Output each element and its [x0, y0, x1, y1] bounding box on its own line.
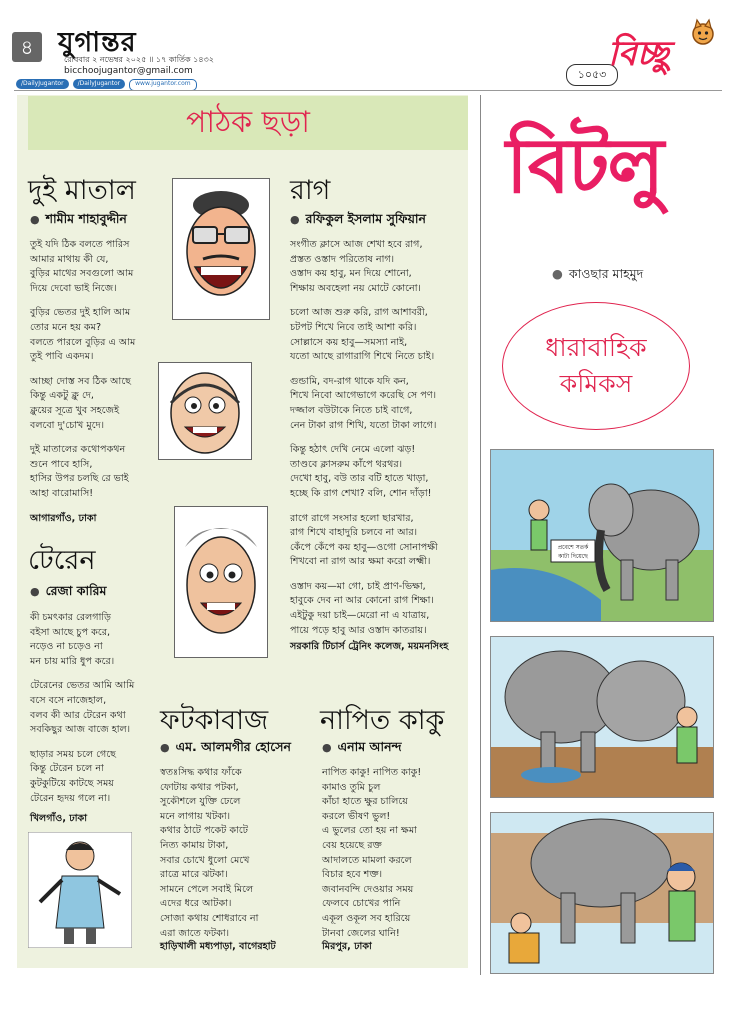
caricature-portrait-1 — [172, 178, 270, 320]
warning-sign-text: কাটা দিয়েছে — [558, 553, 588, 560]
stanza: ছাড়ার সময় চলে গেছে কিন্তু টেরেন চলে না কুটকুটিয়ে কাটছে সময় টেরেন হৃদয় গলে না। — [30, 748, 116, 804]
page-number: ৪ — [12, 32, 42, 62]
header-rule — [14, 90, 722, 91]
poem-title: ফটকাবাজ — [160, 705, 269, 736]
poem-location: হাড়িখালী মধ্যপাড়া, বাগেরহাট — [160, 941, 276, 952]
stanza: টেরেনের ভেতর আমি আমি বসে বসে নাজেহাল, বলব কী আর টেরেন কথা সবকিছুর আজ বাজে হাল। — [30, 680, 135, 736]
comic-panel-2 — [490, 636, 714, 798]
comic-panel-1 — [490, 449, 714, 622]
stanza: ওস্তাদ কয়—মা গো, চাই প্রাণ-ভিক্ষা, হাবুকে দেব না আর কোনো রাগ শিক্ষা। এইটুকু দয়া চাই—মেরো না এ যাত্রায়, পায়ে পড়ে হাবু আর ওস্তাদ কাতরায়। — [290, 580, 434, 636]
stanza: রাগে রাগে সংসার হলো ছারখার, রাগ শিখে বাহাদুরি চলবে না আর। কেঁপে কেঁপে কয় হাবু—ওগো সোনাপক্ষী শিখবো না রাগ আর ক্ষমা করো লক্ষ্মী। — [290, 512, 438, 568]
caricature-portrait-3 — [174, 506, 268, 658]
section-title: পাঠক ছড়া — [186, 105, 310, 140]
stanza: বুড়ির ভেতর দুই হালি আম তোর মনে হয় কম? বলতে পারলে বুড়ির এ আম তুই পাবি একদম। — [30, 307, 136, 363]
contact-email[interactable]: bicchoojugantor@gmail.com — [64, 66, 193, 76]
stanza: কী চমৎকার রেলগাড়ি বইসা আছে চুপ করে, নড়েও না চড়েও না মন চায় মারি ধুপ করে। — [30, 612, 115, 667]
cartoon-figure-illustration — [28, 832, 132, 948]
facebook-link[interactable]: /DailyJugantor — [73, 79, 126, 89]
poem-author: ● এম. আলমগীর হোসেন — [160, 739, 291, 759]
poem-title: রাগ — [290, 175, 331, 206]
stanza: আচ্ছা দোস্ত সব ঠিক আছে কিন্তু একটু ক্লু দে, ক্লুয়ের সূত্রে খুব সহজেই বলবো দু'চোখ মুদে। — [30, 375, 131, 431]
stanza: চলো আজ শুরু করি, রাগ আশাবরী, চটপট শিখে নিবে তাই আশা করি। সোল্লাসে কয় হাবু—সমস্যা নাই, যতো আছে রাগারাগি শিখে নিতে চাই। — [290, 307, 435, 363]
poem-body — [290, 238, 465, 648]
poem-author: ● রফিকুল ইসলাম সুফিয়ান — [290, 211, 426, 231]
warning-sign-text: প্রবেশে সতর্ক — [557, 544, 589, 551]
poem-body: স্বতঃসিদ্ধ কথার ফাঁকে ফোটায় কথার পটকা, সুকৌশলে যুক্তি ঢেলে মনে লাগায় খটকা। কথার ঠাটে পকেট কাটে নিত্য কামায় টাকা, সবার চোখে ধুলো মেখে রাত্রে মারে ঝটকা। সামনে পেলে সবাই মিলে এদের ধরে আটকা। সোজা কথায় শোধরাবে না এরা জাতে ফটকা। — [160, 767, 259, 939]
poem-body: নাপিত কাকু! নাপিত কাকু! কামাও তুমি চুল কাঁচা হাতে ক্ষুর চালিয়ে করলে ভীষণ ভুল! এ ভুলের তো হয় না ক্ষমা বেয় হয়েছে রক্ত আদালতে মামলা করলে বিচার হবে শক্ত। জবানবন্দি দেওয়ার সময় ফেলবে চোখের পানি একূল ওকূল সব হারিয়ে টানবা জেলের ঘানি! — [322, 767, 422, 939]
stanza: সংগীত ক্লাসে আজ শেখা হবে রাগ, প্রস্তত ওস্তাদ পরিতোষ নাগ। ওস্তাদ কয় হাবু, মন দিয়ে শোনো, শিক্ষায় অবহেলা নয় মোটে কোনো। — [290, 239, 423, 294]
cat-mascot-icon — [688, 18, 718, 48]
poem-location: আগারগাঁও, ঢাকা — [30, 513, 97, 524]
poem-location: সরকারি টিচার্স ট্রেনিং কলেজ, ময়মনসিংহ — [290, 641, 449, 652]
poem-title: নাপিত কাকু — [320, 705, 445, 736]
poem-author: ● রেজা কারিম — [30, 583, 106, 603]
poem-title: দুই মাতাল — [28, 175, 136, 206]
badge-line: কমিকস — [559, 369, 633, 398]
supplement-logo: বিচ্ছু — [608, 34, 669, 74]
poem-author: ● এনাম আনন্দ — [322, 739, 402, 759]
issue-number: ১০৫৩ — [566, 64, 618, 86]
serial-comics-badge — [502, 302, 690, 430]
stanza: গুন্ডামি, বদ-রাগ থাকে যদি কন, শিখে নিবো আগেভাগে করেছি সে পণ। দজ্জাল বউটাকে নিতে চাই বাগে, নেন টাকা রাগ শিখি, যতো টাকা লাগে। — [290, 375, 437, 431]
stanza: কিন্তু হঠাৎ দেখি নেমে এলো ঝড়! তাণ্ডবে ক্লাসরুম কাঁপে থরথর। দেখো হাবু, বউ তার বটি হাতে খাড়া, হচ্ছে কি রাগ শেখা? বলি, শোন দাঁড়া! — [290, 444, 432, 499]
poem-body — [30, 611, 180, 816]
badge-line: ধারাবাহিক — [545, 333, 647, 362]
poem-location: খিলগাঁও, ঢাকা — [30, 813, 88, 824]
caricature-portrait-2 — [158, 362, 252, 460]
masthead-logo: যুগান্তর — [58, 27, 137, 58]
comic-panel-3 — [490, 812, 714, 974]
dateline: রোববার ২ নভেম্বর ২০২৫ ॥ ১৭ কার্তিক ১৪৩২ — [64, 55, 214, 64]
social-links — [16, 79, 197, 89]
column-divider — [480, 95, 481, 975]
twitter-link[interactable]: /DailyJugantor — [16, 79, 69, 89]
poem-title: টেরেন — [28, 545, 96, 576]
comic-author: ● কাওছার মাহমুদ — [552, 266, 643, 286]
comic-title: বিটলু — [506, 121, 663, 210]
poem-location: মিরপুর, ঢাকা — [322, 941, 372, 952]
stanza: দুই মাতালের কথোপকথন শুনে পাবে হাসি, হাসির উপর চলছি রে ভাই আহা বারোমাসি! — [30, 444, 129, 499]
poem-author: ● শামীম শাহাবুদ্দীন — [30, 211, 127, 231]
stanza: তুই যদি ঠিক বলতে পারিস আমার মাথায় কী যে, বুড়ির মাথের সবগুলো আম দিয়ে দেবো ভাই নিজে। — [30, 239, 134, 294]
website-link[interactable]: www.jugantor.com — [129, 79, 197, 91]
